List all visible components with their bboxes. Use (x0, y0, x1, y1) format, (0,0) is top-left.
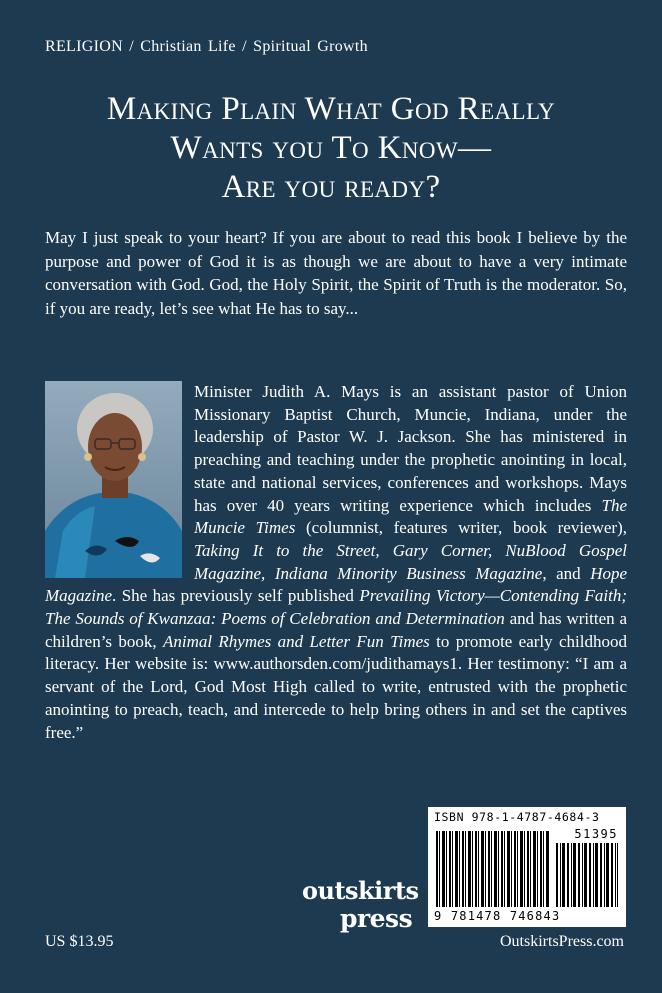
price-label: US $13.95 (45, 933, 114, 950)
bio-title-muncie-times: The Muncie Times (194, 495, 627, 538)
bio-text-6: to promote early childhood literacy. Her website is: www.authorsden.com/judithamays1. Her testimony: “I am a servant of the Lord, God Most High called to write, entrusted with the prophetic anointing to preach, teach, and intercede to help bring others in and set the captives free.” (45, 631, 627, 742)
bio-text-4: . She has previously self published (112, 586, 360, 606)
bio-title-childrens-book: Animal Rhymes and Letter Fun Times (162, 631, 430, 651)
headline (0, 90, 662, 207)
headline-line-3: Are you ready? (221, 169, 441, 205)
bio-title-hope-magazine: Hope Magazine (45, 563, 628, 606)
logo-word-press: press (340, 904, 413, 933)
addon-barcode-bars (556, 843, 618, 907)
author-bio (45, 381, 627, 744)
bio-title-publications: Taking It to the Street, Gary Corner, NuBlood Gospel Magazine, Indiana Minority Business Magazine (194, 540, 627, 583)
intro-paragraph: May I just speak to your heart? If you are about to read this book I believe by the purpose and power of God it is as though we are about to have a very intimate conversation with God. God, the Holy Spirit, the Spirit of Truth is the moderator. So, if you are ready, let’s see what He has to say... (45, 228, 627, 318)
bio-text-2: (columnist, features writer, book reviewer), (295, 518, 627, 538)
bio-title-self-published: Prevailing Victory—Contending Faith; The Sounds of Kwanzaa: Poems of Celebration and Determination (45, 586, 628, 629)
headline-line-2: Wants you To Know— (170, 130, 492, 166)
ean-number: 9 781478 746843 (434, 909, 561, 923)
logo-word-outskirts: outskirts (302, 876, 419, 905)
publisher-logo (296, 876, 426, 938)
bio-text-5: and has written a children’s book, (45, 609, 627, 651)
bio-text-3: , and (542, 563, 591, 583)
headline-line-1: Making Plain What God Really (106, 91, 556, 127)
price-code: 51395 (574, 827, 618, 841)
isbn-number: ISBN 978-1-4787-4684-3 (434, 810, 600, 824)
photo-float-spacer (45, 381, 182, 578)
publisher-website: OutskirtsPress.com (500, 933, 624, 950)
bio-text-1: Minister Judith A. Mays is an assistant pastor of Union Missionary Baptist Church, Muncie, Indiana, under the leadership of Pastor W. J. Jackson. She has ministered in preaching and teaching under the prophetic anointing in local, state and national services, conferences and workshops. Mays has over 40 years writing experience which includes (194, 382, 627, 515)
barcode-bars (436, 831, 550, 907)
category-label: RELIGION / Christian Life / Spiritual Growth (45, 38, 368, 55)
isbn-barcode (428, 807, 626, 927)
